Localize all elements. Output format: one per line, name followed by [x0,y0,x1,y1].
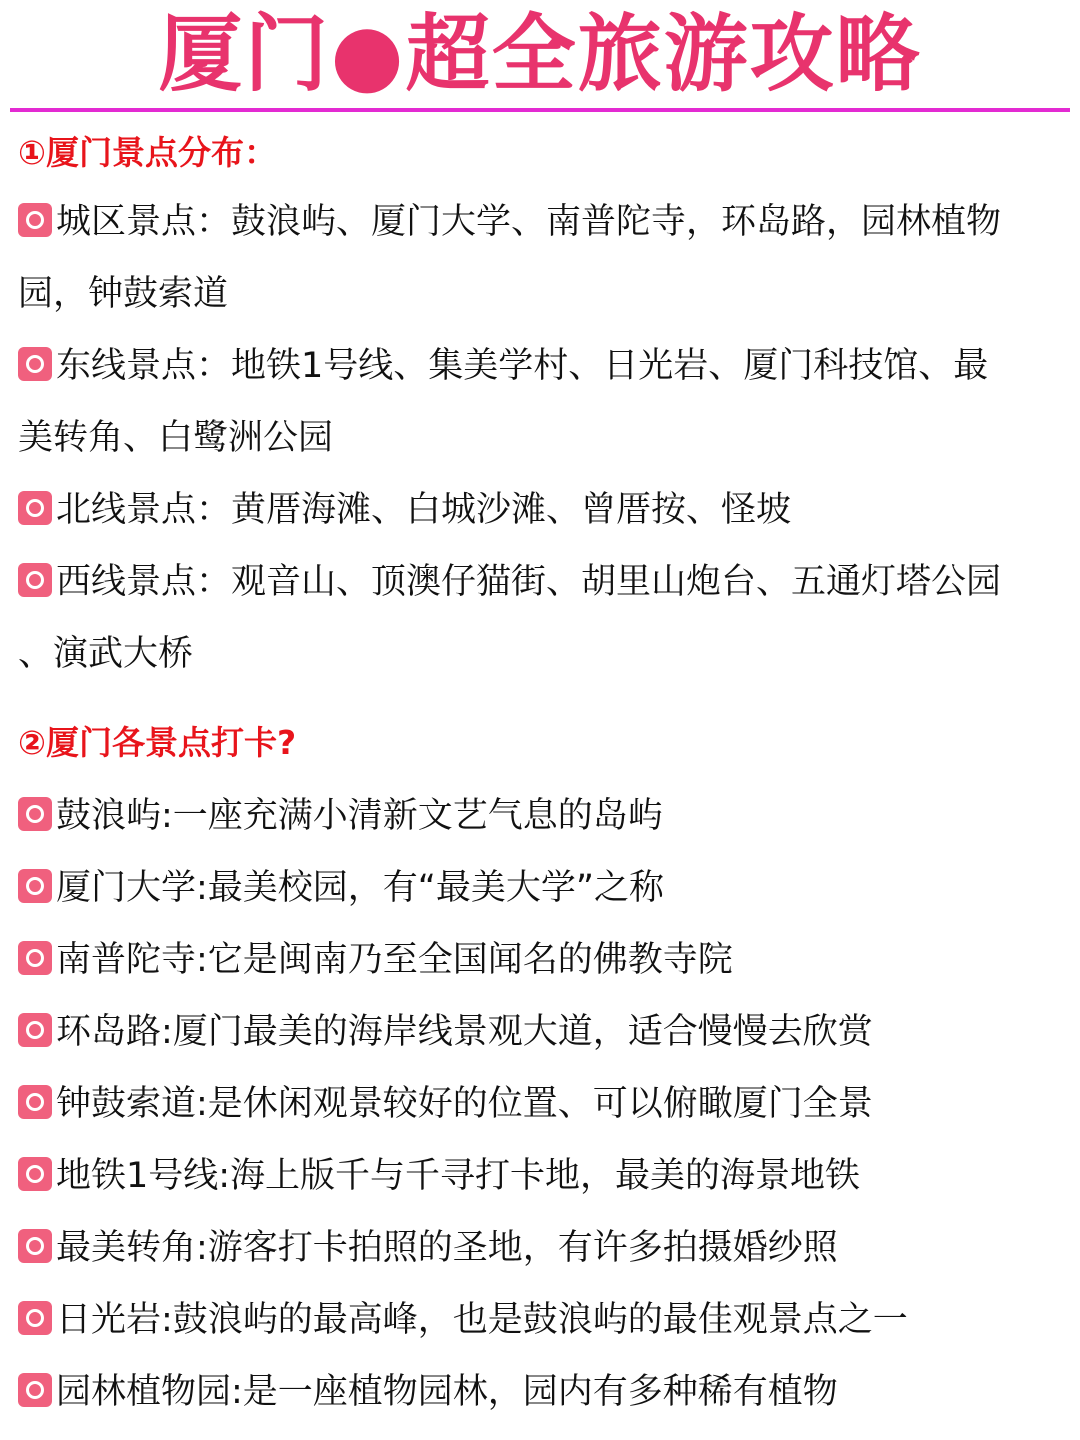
list-item-text: 最美转角:游客打卡拍照的圣地，有许多拍摄婚纱照 [56,1228,838,1268]
list-item [18,852,1062,924]
list-item [18,1356,1062,1428]
list-item [18,330,1062,474]
list-item [18,780,1062,852]
list-item-text: 厦门大学:最美校园，有“最美大学”之称 [56,868,665,908]
target-bullet-icon [18,491,52,525]
target-bullet-icon [18,1373,52,1407]
list-item-text: 日光岩:鼓浪屿的最高峰，也是鼓浪屿的最佳观景点之一 [56,1300,908,1340]
list-item-text: 城区景点：鼓浪屿、厦门大学、南普陀寺，环岛路，园林植物 [56,202,1002,242]
list-item [18,186,1062,330]
list-item-text: 园林植物园:是一座植物园林，园内有多种稀有植物 [56,1372,838,1412]
target-bullet-icon [18,347,52,381]
target-bullet-icon [18,869,52,903]
list-item [18,546,1062,690]
list-item [18,996,1062,1068]
list-item [18,1140,1062,1212]
list-item [18,1212,1062,1284]
list-item-text: 南普陀寺:它是闽南乃至全国闻名的佛教寺院 [56,940,733,980]
list-item [18,474,1062,546]
section-heading-distribution: ①厦门景点分布： [18,133,277,172]
section-heading-checkin: ②厦门各景点打卡? [18,723,297,762]
target-bullet-icon [18,797,52,831]
target-bullet-icon [18,563,52,597]
target-bullet-icon [18,941,52,975]
list-item-text: 地铁1号线:海上版千与千寻打卡地，最美的海景地铁 [56,1156,861,1196]
list-item-text-continued: 美转角、白鹭洲公园 [18,418,334,458]
list-item-text: 钟鼓索道:是休闲观景较好的位置、可以俯瞰厦门全景 [56,1084,873,1124]
target-bullet-icon [18,1085,52,1119]
title-divider [10,108,1070,112]
target-bullet-icon [18,1013,52,1047]
list-item-text-continued: 园，钟鼓索道 [18,274,229,314]
list-item-text: 西线景点：观音山、顶澳仔猫街、胡里山炮台、五通灯塔公园 [56,562,1002,602]
list-item-text: 环岛路:厦门最美的海岸线景观大道，适合慢慢去欣赏 [56,1012,873,1052]
target-bullet-icon [18,1157,52,1191]
target-bullet-icon [18,203,52,237]
target-bullet-icon [18,1229,52,1263]
list-item [18,1068,1062,1140]
list-item-text: 鼓浪屿:一座充满小清新文艺气息的岛屿 [56,796,663,836]
list-item-text-continued: 、演武大桥 [18,634,194,674]
list-item [18,924,1062,996]
target-bullet-icon [18,1301,52,1335]
list-item-text: 东线景点：地铁1号线、集美学村、日光岩、厦门科技馆、最 [56,346,989,386]
list-item [18,1284,1062,1356]
page-title: 厦门●超全旅游攻略 [158,5,922,103]
list-item-text: 北线景点：黄厝海滩、白城沙滩、曾厝按、怪坡 [56,490,792,530]
